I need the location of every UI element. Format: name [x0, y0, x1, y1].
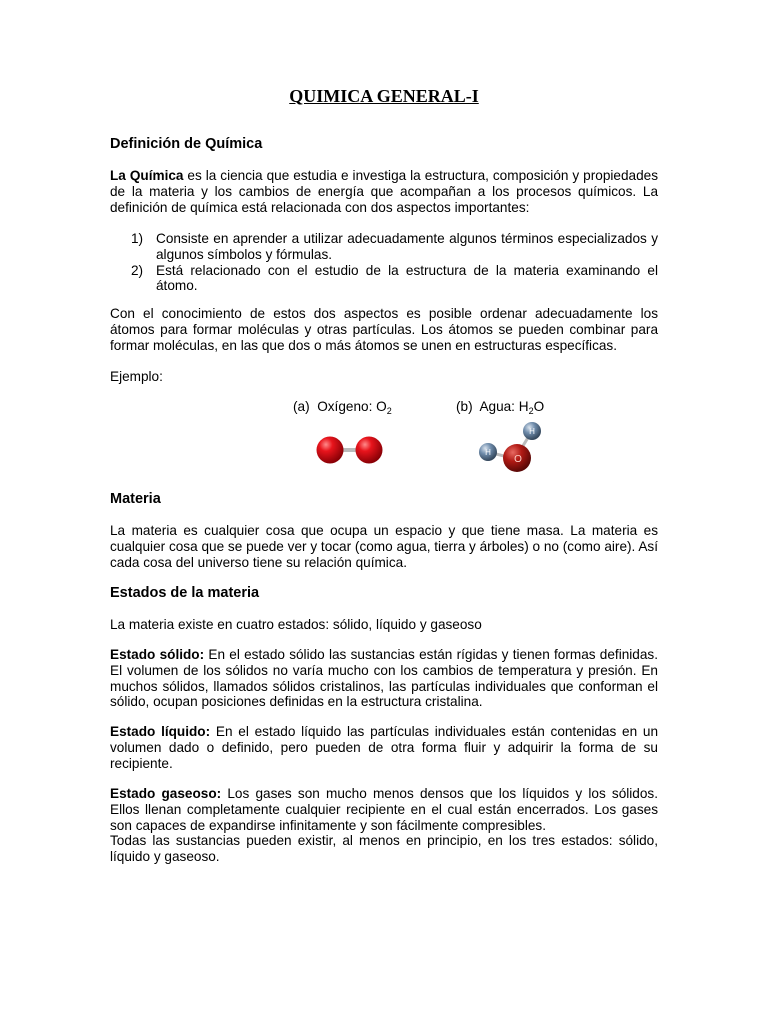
- paragraph-estados-intro: La materia existe en cuatro estados: sólido, líquido y gaseoso: [110, 617, 482, 632]
- molecule-b-name: Agua: H: [479, 399, 529, 414]
- water-molecule-illustration: [472, 418, 542, 478]
- molecule-b-subscript: 2: [528, 406, 534, 416]
- document-title: QUIMICA GENERAL-I: [289, 86, 479, 106]
- estado-solido-text: En el estado sólido las sustancias están rígidas y tienen formas definidas. El volumen de los sólidos no varía mucho con los cambios de temperatura y presión. En muchos sólidos, llamados sólidos cristalinos, las partículas individuales que conforman el sólido, ocupan posiciones definidas en la estructura cristalina.: [110, 647, 658, 710]
- list-item-text: Consiste en aprender a utilizar adecuadamente algunos términos especializados y algunos símbolos y fórmulas.: [156, 231, 658, 262]
- hydrogen-label: H: [529, 427, 535, 436]
- label-estado-solido: Estado sólido:: [110, 647, 205, 662]
- label-estado-liquido: Estado líquido:: [110, 724, 211, 739]
- heading-estados: Estados de la materia: [110, 585, 260, 601]
- molecule-a-subscript: 2: [386, 406, 392, 416]
- paragraph-definicion: [110, 168, 658, 215]
- molecule-a-name: Oxígeno: O: [317, 399, 387, 414]
- paragraph-atomos: Con el conocimiento de estos dos aspectos es posible ordenar adecuadamente los átomos para formar moléculas y otras partículas. Los átomos se pueden combinar para formar moléculas, en las que dos o más átomos se unen en estructuras específicas.: [110, 306, 658, 353]
- oxygen-label: O: [514, 454, 522, 465]
- paragraph-estado-gaseoso: [110, 786, 658, 865]
- aspects-list: [110, 231, 658, 294]
- molecule-b-prefix: (b): [456, 399, 473, 414]
- molecule-a-prefix: (a): [293, 399, 310, 414]
- molecule-a-label: [293, 399, 392, 414]
- term-la-quimica: La Química: [110, 168, 184, 183]
- paragraph-materia: La materia es cualquier cosa que ocupa un espacio y que tiene masa. La materia es cualquier cosa que se puede ver y tocar (como agua, tierra y árboles) o no (como aire). Así cada cosa del universo tiene su relación química.: [110, 523, 658, 570]
- list-item-text: Está relacionado con el estudio de la estructura de la materia examinando el átomo.: [156, 262, 658, 294]
- list-number: 1): [131, 231, 144, 246]
- label-estado-gaseoso: Estado gaseoso:: [110, 786, 222, 801]
- example-label: Ejemplo:: [110, 369, 163, 384]
- heading-materia: Materia: [110, 491, 161, 507]
- paragraph-estado-liquido: [110, 724, 658, 771]
- definicion-text: es la ciencia que estudia e investiga la estructura, composición y propiedades de la materia y los cambios de energía que acompañan a los procesos químicos. La definición de química está relacionada con dos aspectos importantes:: [110, 168, 658, 215]
- heading-definicion: Definición de Química: [110, 136, 263, 152]
- list-number: 2): [131, 262, 144, 278]
- closing-text: Todas las sustancias pueden existir, al menos en principio, en los tres estados: sólido, líquido y gaseoso.: [110, 833, 658, 865]
- oxygen-atom-sphere: [317, 437, 344, 464]
- list-item: [110, 263, 658, 295]
- list-item: [110, 231, 658, 263]
- estado-liquido-text: En el estado líquido las partículas individuales están contenidas en un volumen dado o definido, pero pueden de otra forma fluir y adquirir la forma de su recipiente.: [110, 724, 659, 771]
- hydrogen-label: H: [485, 448, 491, 457]
- estado-gaseoso-text: Los gases son mucho menos densos que los líquidos y los sólidos. Ellos llenan completamente cualquier recipiente en el cual están encerrados. Los gases son capaces de expandirse infinitamente y son fácilmente compresibles.: [110, 786, 659, 833]
- oxygen-atom-sphere: [356, 437, 383, 464]
- molecule-b-name-end: O: [533, 399, 545, 414]
- paragraph-estado-solido: [110, 647, 658, 710]
- oxygen-molecule-illustration: [310, 428, 390, 474]
- molecule-b-label: [456, 399, 544, 414]
